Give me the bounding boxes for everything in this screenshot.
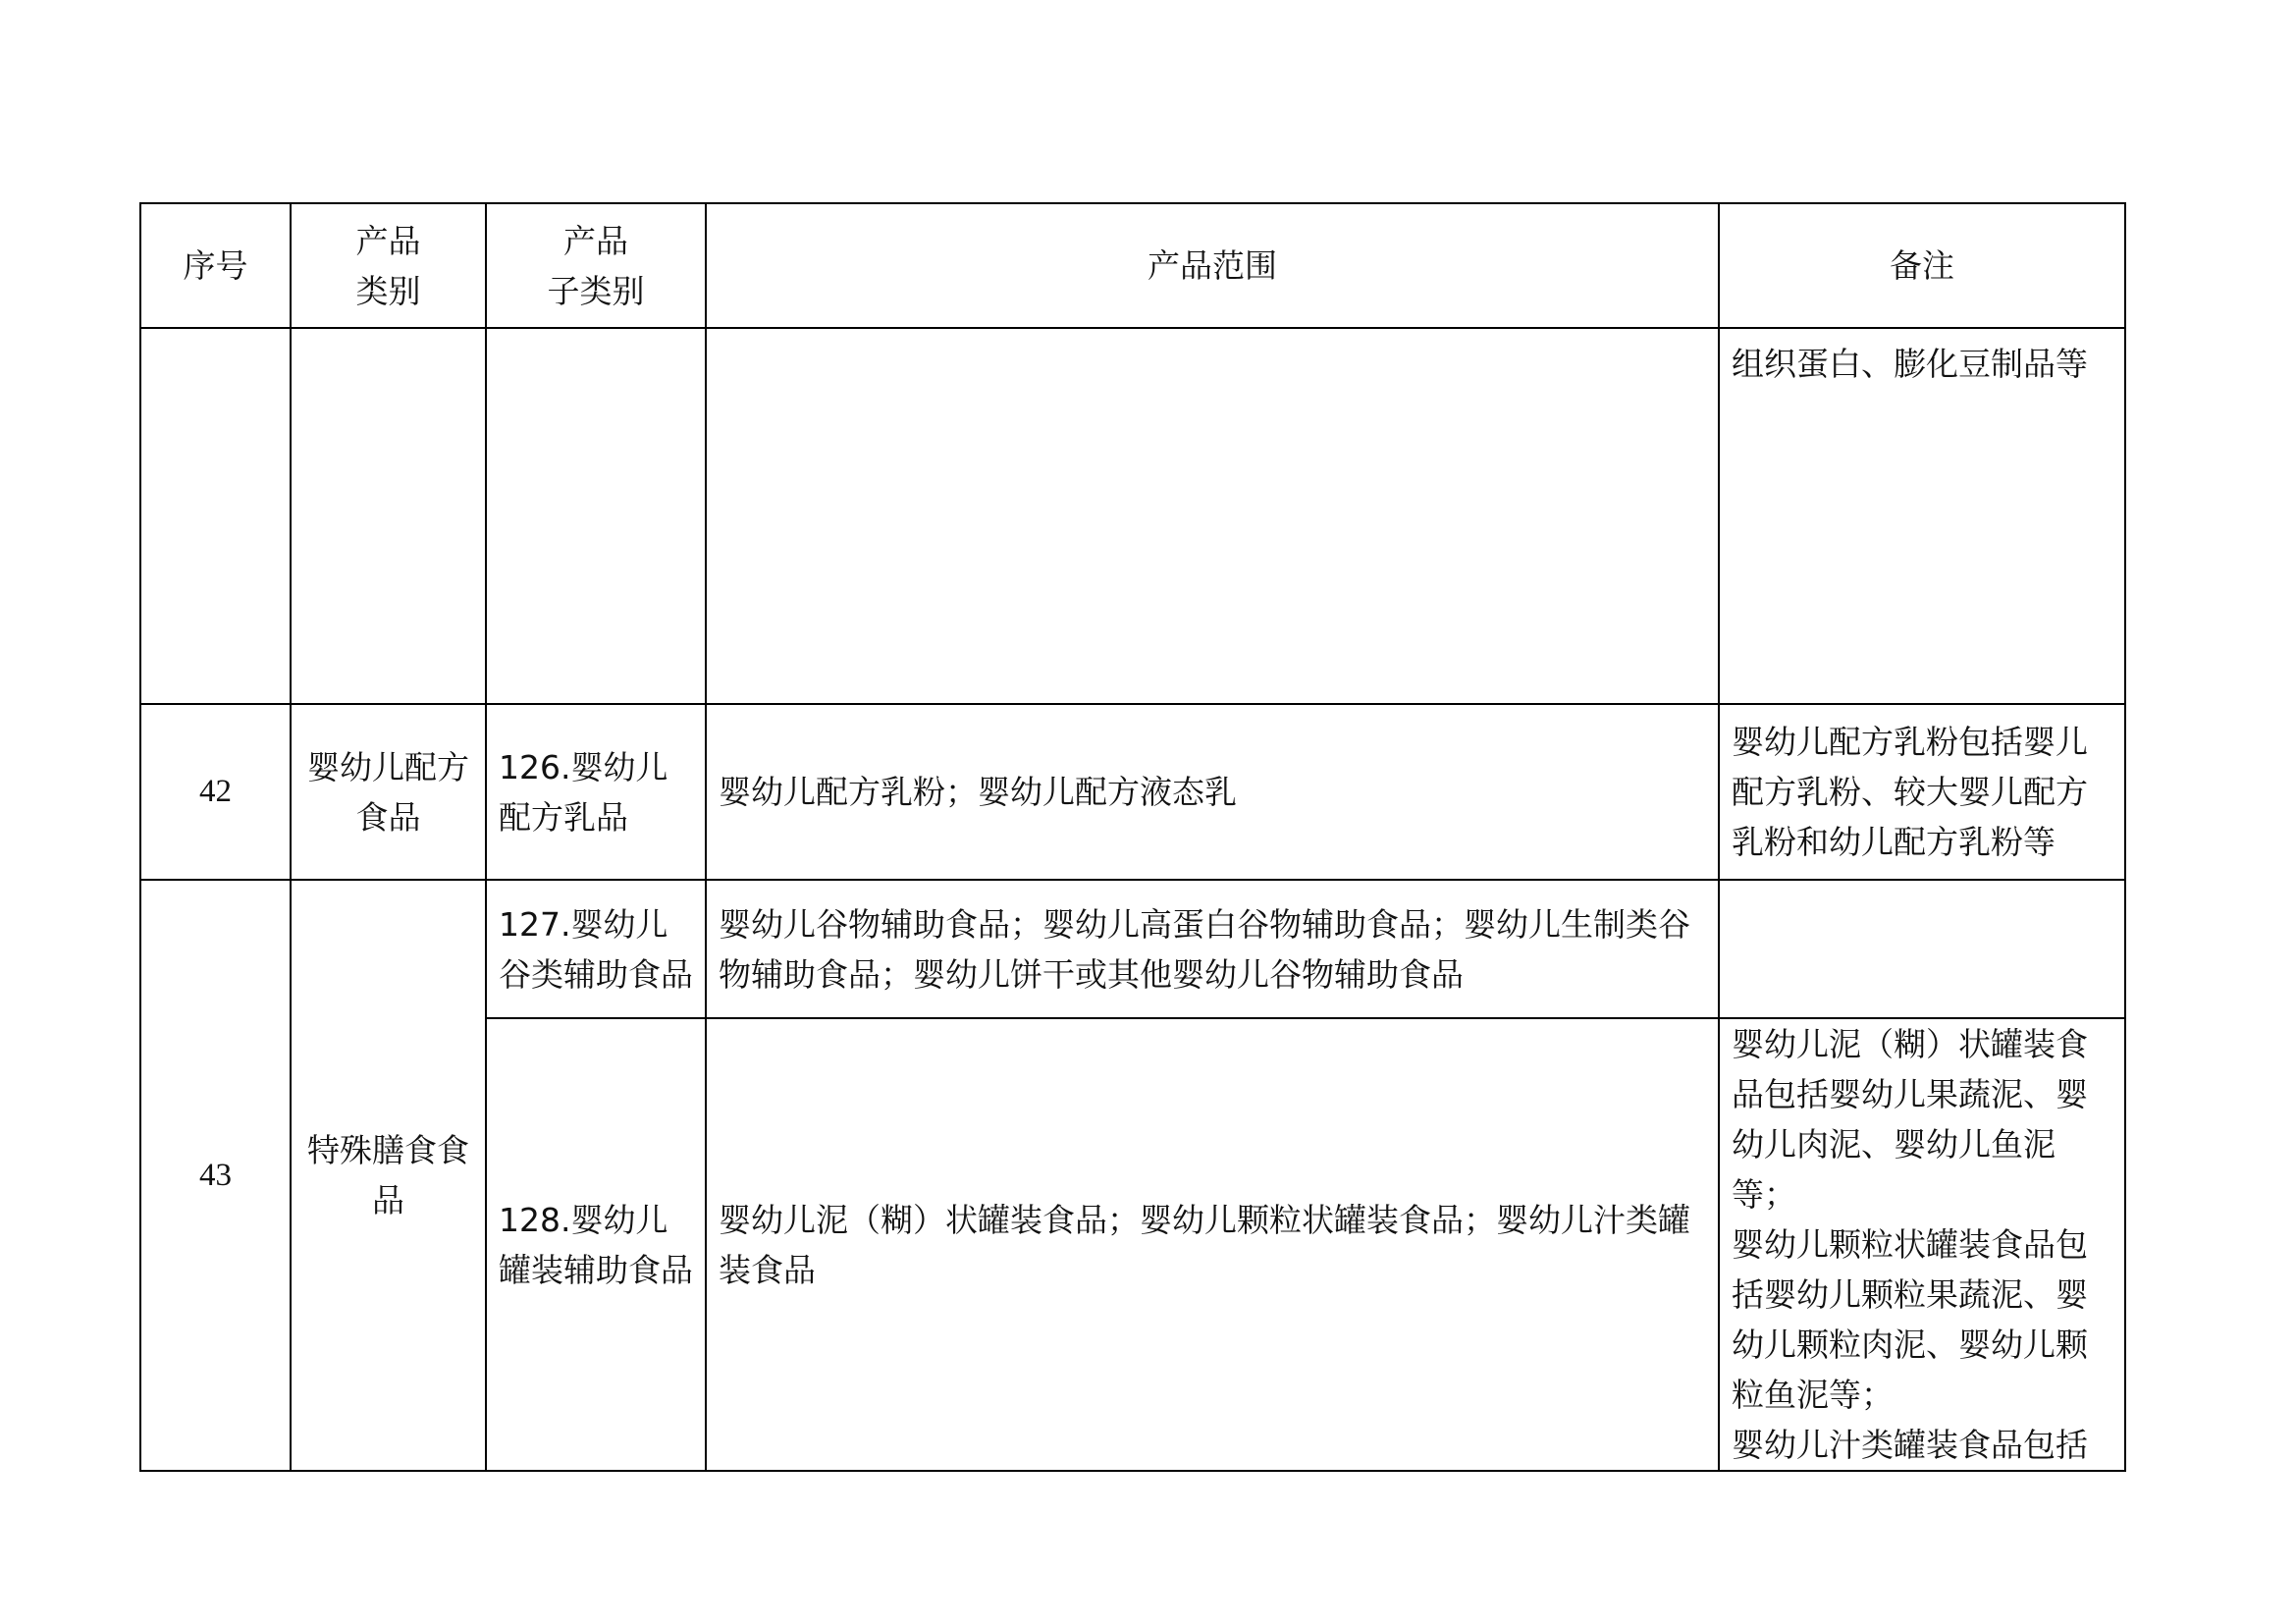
header-scope: 产品范围 [706,203,1719,328]
row-seq: 42 [140,704,291,880]
table-row [140,704,2125,880]
header-subcategory [486,203,706,328]
row-remark [1719,1018,2125,1471]
header-remark: 备注 [1719,203,2125,328]
remark-line: 婴幼儿汁类罐装食品包括 [1732,1426,2088,1464]
row-remark: 组织蛋白、膨化豆制品等 [1719,328,2125,704]
header-subcategory-line2: 子类别 [547,271,645,310]
row-scope: 婴幼儿配方乳粉；婴幼儿配方液态乳 [706,704,1719,880]
table-header-row [140,203,2125,328]
header-subcategory-line1: 产品 [563,221,628,260]
row-scope: 婴幼儿谷物辅助食品；婴幼儿高蛋白谷物辅助食品；婴幼儿生制类谷物辅助食品；婴幼儿饼干或其他婴幼儿谷物辅助食品 [706,880,1719,1018]
row-category: 婴幼儿配方食品 [291,704,486,880]
remark-line: 婴幼儿泥（糊）状罐装食品包括婴幼儿果蔬泥、婴幼儿肉泥、婴幼儿鱼泥等； [1732,1025,2088,1214]
row-subcategory: 127.婴幼儿谷类辅助食品 [486,880,706,1018]
header-category-line1: 产品 [355,221,421,260]
row-subcategory: 126.婴幼儿配方乳品 [486,704,706,880]
row-category [291,328,486,704]
row-subcategory: 128.婴幼儿罐装辅助食品 [486,1018,706,1471]
row-category: 特殊膳食食品 [291,880,486,1471]
table-row [140,880,2125,1018]
table-row [140,328,2125,704]
row-seq [140,328,291,704]
row-subcategory [486,328,706,704]
row-remark: 婴幼儿配方乳粉包括婴儿配方乳粉、较大婴儿配方乳粉和幼儿配方乳粉等 [1719,704,2125,880]
row-seq: 43 [140,880,291,1471]
header-category [291,203,486,328]
row-remark [1719,880,2125,1018]
header-seq: 序号 [140,203,291,328]
row-scope: 婴幼儿泥（糊）状罐装食品；婴幼儿颗粒状罐装食品；婴幼儿汁类罐装食品 [706,1018,1719,1471]
product-scope-table [139,202,2126,1472]
row-scope [706,328,1719,704]
header-category-line2: 类别 [355,271,421,310]
remark-line: 婴幼儿颗粒状罐装食品包括婴幼儿颗粒果蔬泥、婴幼儿颗粒肉泥、婴幼儿颗粒鱼泥等； [1732,1225,2088,1414]
